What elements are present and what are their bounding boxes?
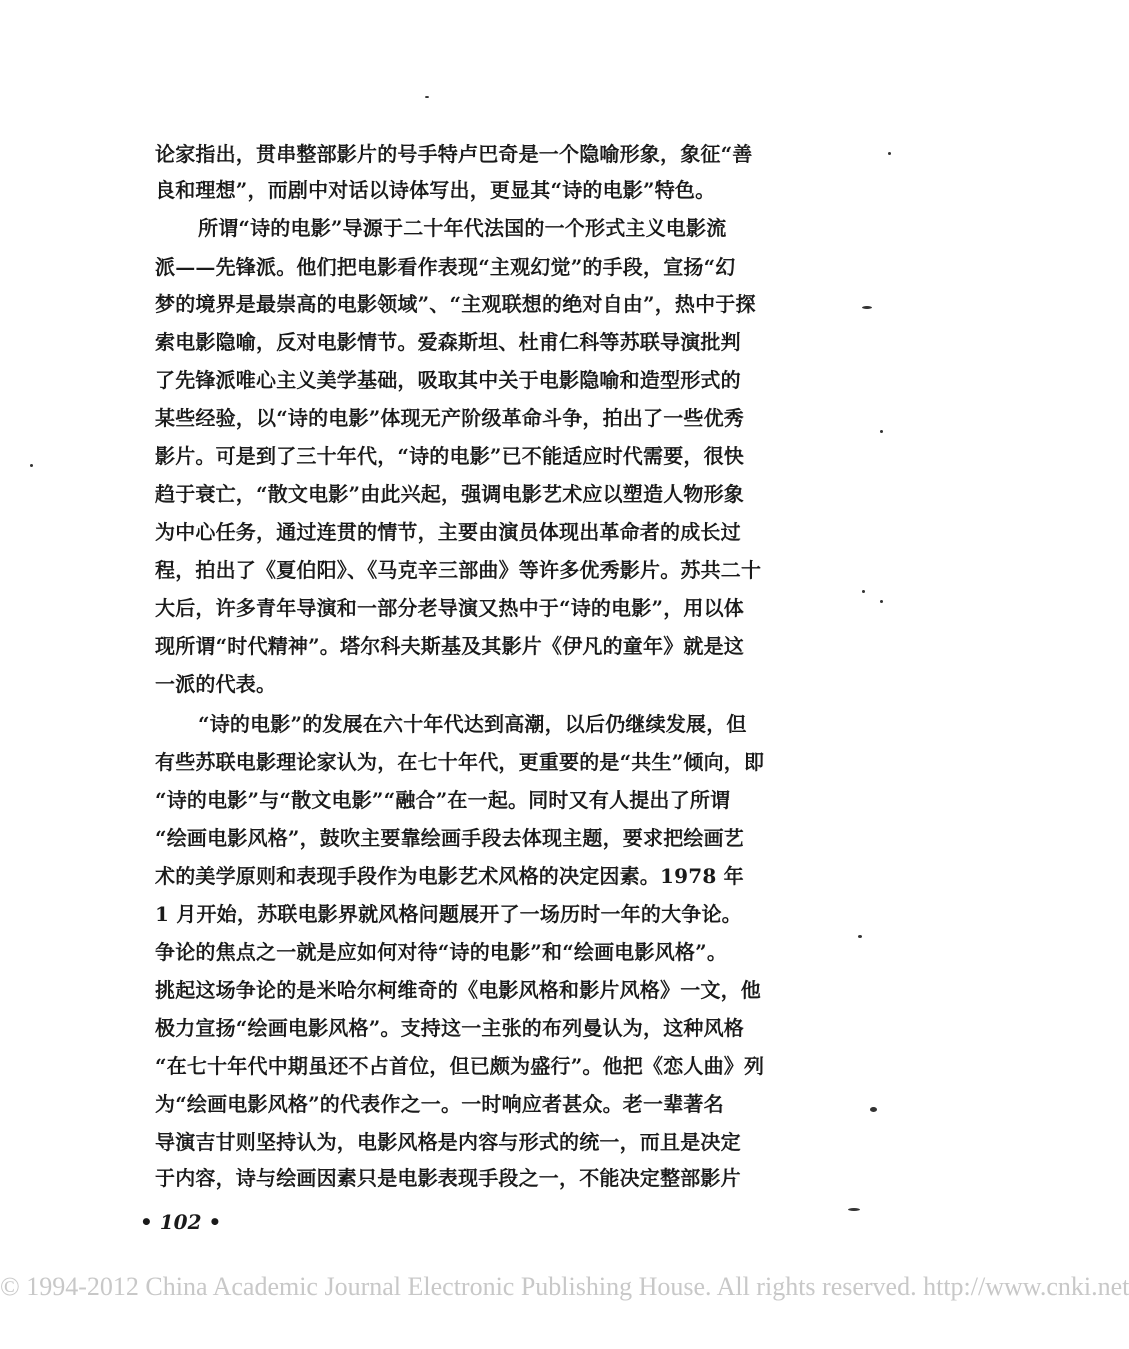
text-line: 大后，许多青年导演和一部分老导演又热中于“诗的电影”，用以体: [155, 596, 745, 620]
scan-speck: [425, 96, 429, 98]
text-line: “绘画电影风格”，鼓吹主要靠绘画手段去体现主题，要求把绘画艺: [155, 826, 745, 850]
text-line: 梦的境界是最崇高的电影领域”、“主观联想的绝对自由”，热中于探: [155, 292, 756, 316]
scan-speck: [848, 1208, 860, 1211]
scan-speck: [858, 935, 862, 938]
text-line: “诗的电影”与“散文电影”“融合”在一起。同时又有人提出了所谓: [155, 788, 731, 812]
text-line: 1 月开始，苏联电影界就风格问题展开了一场历时一年的大争论。: [155, 902, 742, 926]
text-line: 论家指出，贯串整部影片的号手特卢巴奇是一个隐喻形象，象征“善: [155, 142, 753, 166]
text-line: 导演吉甘则坚持认为，电影风格是内容与形式的统一，而且是决定: [155, 1130, 741, 1154]
text-line: 于内容，诗与绘画因素只是电影表现手段之一，不能决定整部影片: [155, 1166, 741, 1190]
text-line: 挑起这场争论的是米哈尔柯维奇的《电影风格和影片风格》一文，他: [155, 978, 761, 1002]
text-line: 了先锋派唯心主义美学基础，吸取其中关于电影隐喻和造型形式的: [155, 368, 741, 392]
text-line: 所谓“诗的电影”导源于二十年代法国的一个形式主义电影流: [198, 216, 727, 240]
scan-speck: [880, 600, 883, 603]
scan-speck: [30, 464, 33, 467]
text-line: 极力宣扬“绘画电影风格”。支持这一主张的布列曼认为，这种风格: [155, 1016, 745, 1040]
text-line: 某些经验，以“诗的电影”体现无产阶级革命斗争，拍出了一些优秀: [155, 406, 745, 430]
scan-speck: [880, 430, 883, 433]
text-line: 良和理想”，而剧中对话以诗体写出，更显其“诗的电影”特色。: [155, 178, 716, 202]
text-line: “在七十年代中期虽还不占首位，但已颇为盛行”。他把《恋人曲》列: [155, 1054, 765, 1078]
scan-speck: [888, 152, 891, 155]
text-line: 为中心任务，通过连贯的情节，主要由演员体现出革命者的成长过: [155, 520, 741, 544]
text-line: 有些苏联电影理论家认为，在七十年代，更重要的是“共生”倾向，即: [155, 750, 765, 774]
text-line: 程，拍出了《夏伯阳》、《马克辛三部曲》等许多优秀影片。苏共二十: [155, 558, 762, 582]
page-number: • 102 •: [140, 1210, 222, 1234]
scan-speck: [862, 590, 865, 593]
text-line: 术的美学原则和表现手段作为电影艺术风格的决定因素。1978 年: [155, 864, 744, 888]
scan-speck: [862, 306, 872, 309]
copyright-footer: © 1994-2012 China Academic Journal Electronic Publishing House. All rights reserved. http://www.cnki.net: [0, 1272, 1129, 1301]
text-line: 争论的焦点之一就是应如何对待“诗的电影”和“绘画电影风格”。: [155, 940, 728, 964]
scan-speck: [870, 1107, 877, 1112]
text-line: 派——先锋派。他们把电影看作表现“主观幻觉”的手段，宣扬“幻: [155, 255, 736, 279]
text-line: “诗的电影”的发展在六十年代达到高潮，以后仍继续发展，但: [198, 712, 747, 736]
text-line: 影片。可是到了三十年代，“诗的电影”已不能适应时代需要，很快: [155, 444, 745, 468]
text-line: 为“绘画电影风格”的代表作之一。一时响应者甚众。老一辈著名: [155, 1092, 724, 1116]
text-line: 索电影隐喻，反对电影情节。爱森斯坦、杜甫仁科等苏联导演批判: [155, 330, 741, 354]
text-line: 趋于衰亡，“散文电影”由此兴起，强调电影艺术应以塑造人物形象: [155, 482, 745, 506]
text-line: 现所谓“时代精神”。塔尔科夫斯基及其影片《伊凡的童年》就是这: [155, 634, 745, 658]
text-line: 一派的代表。: [155, 672, 277, 696]
